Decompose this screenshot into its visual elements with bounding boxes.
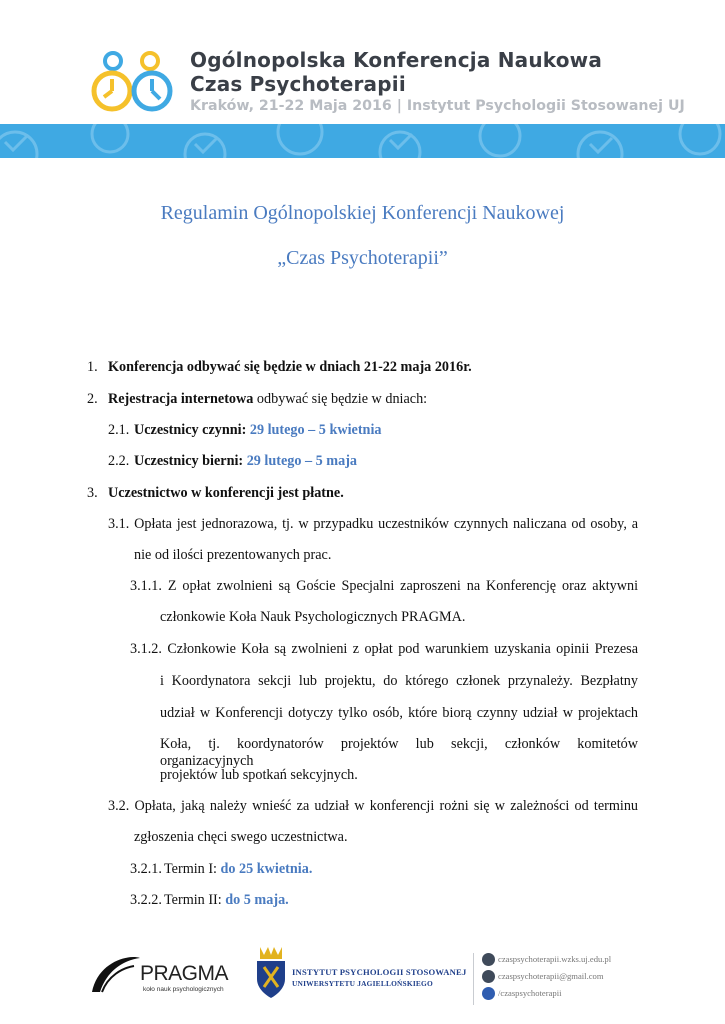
list-item	[87, 391, 427, 408]
item-number: 3.1.	[108, 516, 130, 532]
list-item	[130, 641, 638, 658]
item-label: Uczestnicy bierni:	[134, 453, 244, 469]
list-item	[130, 861, 312, 878]
email-icon	[482, 970, 495, 983]
item-text: Z opłat zwolnieni są Goście Specjalni zaproszeni na Konferencję oraz aktywni	[167, 578, 639, 594]
fee-deadline-1: do 25 kwietnia.	[220, 861, 313, 877]
item-number: 3.1.2.	[130, 641, 162, 657]
conference-logo-icon	[88, 48, 178, 118]
item-number: 3.2.1.	[130, 861, 162, 877]
conference-title-line2: Czas Psychoterapii	[190, 72, 406, 96]
list-item	[87, 359, 472, 376]
facebook-link[interactable]: /czaspsychoterapii	[498, 988, 562, 998]
list-item	[87, 485, 344, 502]
list-item	[130, 578, 638, 595]
website-link[interactable]: czaspsychoterapii.wzks.uj.edu.pl	[498, 954, 612, 964]
list-item	[108, 798, 638, 815]
item-label: Termin II:	[164, 892, 222, 908]
item-text: Opłata jest jednorazowa, tj. w przypadku uczestników czynnych naliczana od osoby, a	[134, 516, 639, 532]
pragma-logo-icon	[88, 952, 144, 998]
item-line: Koła, tj. koordynatorów projektów lub sekcji, członków komitetów organizacyjnych	[160, 736, 638, 769]
item-line: udział w Konferencji dotyczy tylko osób, które biorą czynny udział w projektach	[160, 705, 638, 721]
item-line: członkowie Koła Nauk Psychologicznych PRAGMA.	[160, 609, 466, 625]
item-number: 3.2.2.	[130, 892, 162, 908]
item-number: 1.	[87, 359, 98, 375]
document-subtitle: „Czas Psychoterapii”	[277, 247, 448, 269]
item-line: i Koordynatora sekcji lub projektu, do którego członek przynależy. Bezpłatny	[160, 673, 638, 689]
item-text: Uczestnictwo w konferencji jest płatne.	[108, 485, 344, 501]
pragma-name: PRAGMA	[140, 962, 229, 985]
wordpress-icon	[482, 953, 495, 966]
item-number: 3.1.1.	[130, 578, 162, 594]
item-line	[130, 641, 638, 658]
facebook-icon	[482, 987, 495, 1000]
university-crest-icon	[254, 943, 288, 1001]
institute-university: UNIWERSYTETU JAGIELLOŃSKIEGO	[292, 979, 433, 988]
item-line: nie od ilości prezentowanych prac.	[134, 547, 332, 563]
registration-dates-active: 29 lutego – 5 kwietnia	[249, 422, 382, 438]
item-text: Opłata, jaką należy wnieść za udział w konferencji rożni się w zależności od terminu	[134, 798, 639, 814]
item-line	[130, 578, 638, 595]
fee-deadline-2: do 5 maja.	[225, 892, 289, 908]
item-number: 3.2.	[108, 798, 130, 814]
item-line: zgłoszenia chęci swego uczestnictwa.	[134, 829, 348, 845]
item-line: projektów lub spotkań sekcyjnych.	[160, 767, 358, 783]
item-text: Członkowie Koła są zwolnieni z opłat pod warunkiem uzyskania opinii Prezesa	[167, 641, 638, 657]
email-link[interactable]: czaspsychoterapii@gmail.com	[498, 971, 604, 981]
item-number: 2.1.	[108, 422, 130, 438]
registration-dates-passive: 29 lutego – 5 maja	[246, 453, 358, 469]
list-item	[130, 892, 289, 909]
header-band	[0, 124, 725, 158]
footer-divider	[473, 953, 474, 1005]
conference-subtitle: Kraków, 21-22 Maja 2016 | Instytut Psychologii Stosowanej UJ	[190, 98, 685, 114]
item-label: Rejestracja internetowa	[108, 391, 254, 407]
list-item	[108, 453, 357, 470]
pragma-tagline: koło nauk psychologicznych	[143, 986, 224, 993]
conference-title-line1: Ogólnopolska Konferencja Naukowa	[190, 48, 603, 72]
item-line	[108, 798, 638, 815]
item-line	[108, 516, 638, 533]
item-number: 2.	[87, 391, 98, 407]
item-number: 3.	[87, 485, 98, 501]
list-item	[108, 516, 638, 533]
document-title: Regulamin Ogólnopolskiej Konferencji Naukowej	[160, 202, 565, 224]
item-text: odbywać się będzie w dniach:	[253, 391, 428, 407]
list-item	[108, 422, 381, 439]
conference-header	[0, 0, 725, 160]
institute-name: INSTYTUT PSYCHOLOGII STOSOWANEJ	[292, 967, 467, 977]
item-number: 2.2.	[108, 453, 130, 469]
item-text: Konferencja odbywać się będzie w dniach 21-22 maja 2016r.	[108, 359, 472, 375]
band-pattern-icon	[0, 124, 725, 158]
item-label: Uczestnicy czynni:	[134, 422, 247, 438]
item-label: Termin I:	[164, 861, 217, 877]
